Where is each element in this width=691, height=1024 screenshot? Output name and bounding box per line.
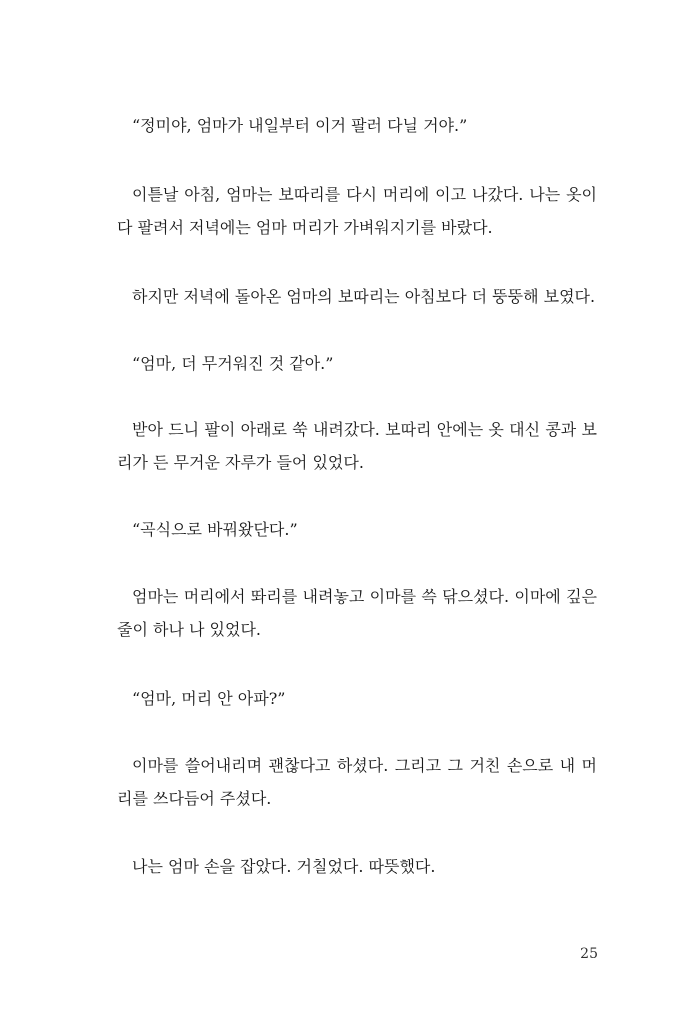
paragraph-4: “엄마, 더 무거워진 것 같아.” <box>132 354 334 373</box>
paragraph-6: “곡식으로 바꿔왔단다.” <box>132 520 298 539</box>
paragraph-3: 하지만 저녁에 돌아온 엄마의 보따리는 아침보다 더 뚱뚱해 보였다. <box>132 287 596 306</box>
paragraph-8: “엄마, 머리 안 아파?” <box>132 689 286 708</box>
page-number: 25 <box>580 946 598 962</box>
paragraph-1: “정미야, 엄마가 내일부터 이거 팔러 다닐 거야.” <box>132 116 468 135</box>
paragraph-2: 이튿날 아침, 엄마는 보따리를 다시 머리에 이고 나갔다. 나는 옷이 다 팔려서 저녁에는 엄마 머리가 가벼워지기를 바랐다. <box>117 185 597 237</box>
paragraph-5: 받아 드니 팔이 아래로 쑥 내려갔다. 보따리 안에는 옷 대신 콩과 보리가 든 무거운 자루가 들어 있었다. <box>117 420 597 472</box>
paragraph-10: 나는 엄마 손을 잡았다. 거칠었다. 따뜻했다. <box>132 857 436 876</box>
paragraph-7: 엄마는 머리에서 똬리를 내려놓고 이마를 쓱 닦으셨다. 이마에 깊은 줄이 하나 나 있었다. <box>117 587 597 639</box>
paragraph-9: 이마를 쓸어내리며 괜찮다고 하셨다. 그리고 그 거친 손으로 내 머리를 쓰다듬어 주셨다. <box>117 756 597 808</box>
